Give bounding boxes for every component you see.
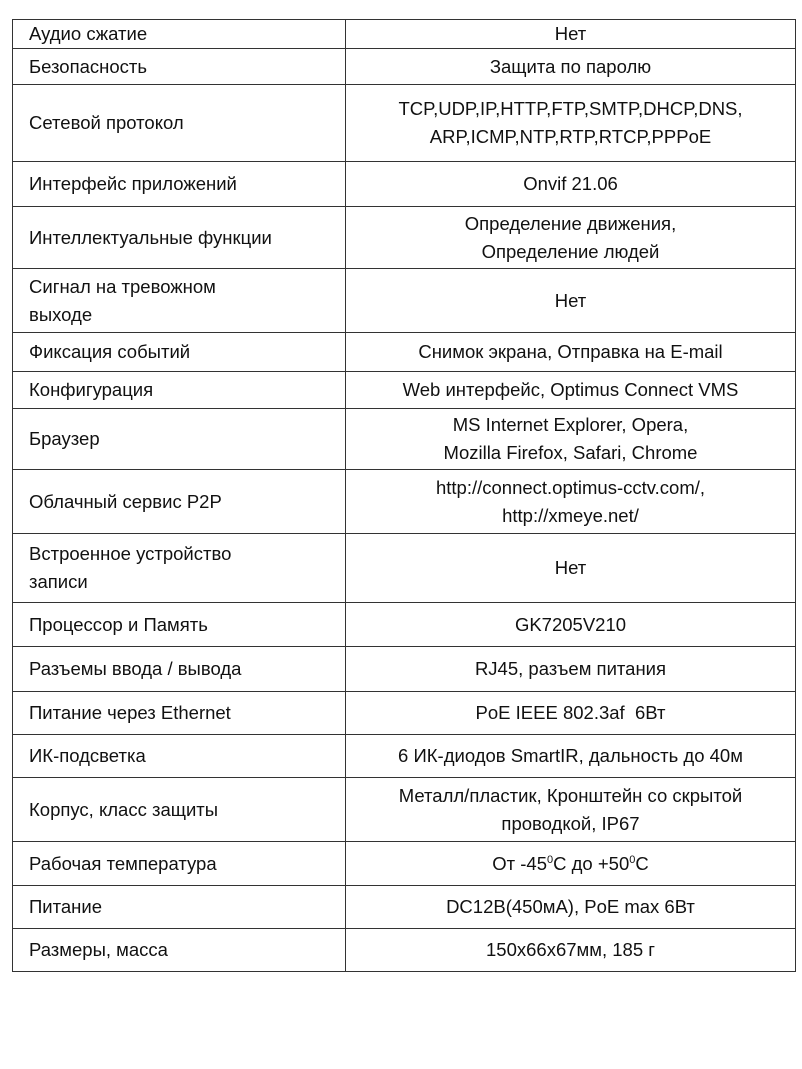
row-value: GK7205V210 [346,603,796,647]
row-label: Конфигурация [13,372,346,409]
row-value: Защита по паролю [346,49,796,85]
row-value: 150x66x67мм, 185 г [346,929,796,972]
row-label: Разъемы ввода / вывода [13,647,346,692]
row-value: TCP,UDP,IP,HTTP,FTP,SMTP,DHCP,DNS, ARP,ICMP,NTP,RTP,RTCP,PPPoE [346,85,796,162]
table-row [13,409,796,470]
table-row [13,162,796,207]
row-value: PoE IEEE 802.3af 6Вт [346,692,796,735]
row-label: Размеры, масса [13,929,346,972]
table-row [13,735,796,778]
row-value: Нет [346,20,796,49]
table-row [13,647,796,692]
table-row [13,85,796,162]
row-label: Встроенное устройство записи [13,534,346,603]
row-label: Рабочая температура [13,842,346,886]
specifications-table [12,19,796,972]
table-row [13,333,796,372]
row-label: Интерфейс приложений [13,162,346,207]
table-row [13,886,796,929]
row-value: RJ45, разъем питания [346,647,796,692]
row-value: Снимок экрана, Отправка на E-mail [346,333,796,372]
row-label: Сетевой протокол [13,85,346,162]
row-value: Нет [346,269,796,333]
row-label: Корпус, класс защиты [13,778,346,842]
row-value: MS Internet Explorer, Opera, Mozilla Firefox, Safari, Chrome [346,409,796,470]
row-value: Web интерфейс, Optimus Connect VMS [346,372,796,409]
row-value: DC12В(450мА), PoE max 6Вт [346,886,796,929]
table-row [13,20,796,49]
row-label: Питание через Ethernet [13,692,346,735]
table-row [13,372,796,409]
row-label: Аудио сжатие [13,20,346,49]
row-label: Питание [13,886,346,929]
row-label: Безопасность [13,49,346,85]
row-label: Сигнал на тревожном выходе [13,269,346,333]
table-row [13,470,796,534]
row-value: Onvif 21.06 [346,162,796,207]
row-value [346,842,796,886]
table-row [13,842,796,886]
row-label: Интеллектуальные функции [13,207,346,269]
table-row [13,692,796,735]
table-row [13,269,796,333]
row-value: 6 ИК-диодов SmartIR, дальность до 40м [346,735,796,778]
row-value: Нет [346,534,796,603]
row-value: Металл/пластик, Кронштейн со скрытой проводкой, IP67 [346,778,796,842]
table-row [13,778,796,842]
row-value: Определение движения, Определение людей [346,207,796,269]
row-label: Облачный сервис P2P [13,470,346,534]
table-row [13,929,796,972]
row-value: http://connect.optimus-cctv.com/, http://xmeye.net/ [346,470,796,534]
table-row [13,603,796,647]
table-row [13,49,796,85]
row-label: ИК-подсветка [13,735,346,778]
row-label: Браузер [13,409,346,470]
operating-temperature-value: От $-45^0С$ до $+50^0С$ [492,852,649,874]
table-row [13,534,796,603]
row-label: Процессор и Память [13,603,346,647]
row-label: Фиксация событий [13,333,346,372]
table-row [13,207,796,269]
